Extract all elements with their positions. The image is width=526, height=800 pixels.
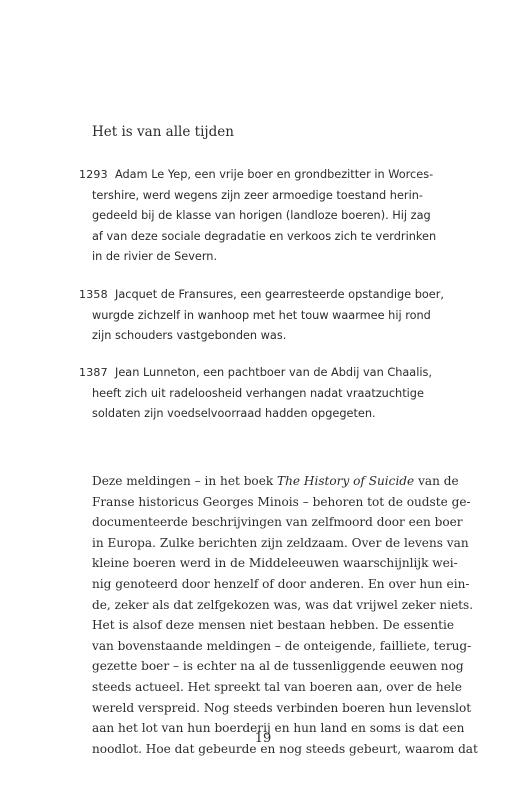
entry-text-line: Adam Le Yep, een vrije boer en grondbezitter in Worces- xyxy=(114,168,434,181)
entry-text-line: soldaten zijn voedselvoorraad hadden opgegeten. xyxy=(92,407,376,420)
entry-first-line xyxy=(79,285,444,306)
section-heading: Het is van alle tijden xyxy=(92,124,234,140)
body-line: van bovenstaande meldingen – de onteigende, failliete, terug- xyxy=(92,638,472,653)
entry-text-line: in de rivier de Severn. xyxy=(92,250,218,263)
chronicle-entry-1358 xyxy=(79,285,444,347)
body-line: aan het lot van hun boerderij en hun land en soms is dat een xyxy=(92,721,465,736)
entry-year: 1293 xyxy=(79,168,108,181)
body-line: gezette boer – is echter na al de tussenliggende eeuwen nog xyxy=(92,659,464,674)
body-text-run: Deze meldingen – in het boek xyxy=(92,474,278,488)
entry-text-line: af van deze sociale degradatie en verkoos zich te verdrinken xyxy=(92,229,437,243)
body-line: noodlot. Hoe dat gebeurde en nog steeds gebeurt, waarom dat xyxy=(92,741,478,756)
body-line: in Europa. Zulke berichten zijn zeldzaam. Over de levens van xyxy=(92,535,469,550)
body-text-run: van de xyxy=(414,474,459,488)
body-line: de, zeker als dat zelfgekozen was, was dat vrijwel zeker niets. xyxy=(92,597,474,612)
body-line: wereld verspreid. Nog steeds verbinden boeren hun levenslot xyxy=(92,700,472,715)
entry-text-line: zijn schouders vastgebonden was. xyxy=(92,329,287,342)
entry-year: 1358 xyxy=(79,288,108,301)
entry-text-line: heeft zich uit radeloosheid verhangen nadat vraatzuchtige xyxy=(92,386,424,400)
body-line xyxy=(92,471,459,492)
entry-text-line: wurgde zichzelf in wanhoop met het touw waarmee hij rond xyxy=(92,308,431,322)
body-line: Franse historicus Georges Minois – behoren tot de oudste ge- xyxy=(92,494,471,509)
page-number: 19 xyxy=(254,731,272,746)
entry-text-line: tershire, werd wegens zijn zeer armoedige toestand herin- xyxy=(92,188,423,202)
entry-first-line xyxy=(79,363,439,384)
book-title: The History of Suicide xyxy=(277,474,415,488)
entry-first-line xyxy=(79,165,439,186)
body-line: steeds actueel. Het spreekt tal van boeren aan, over de hele xyxy=(92,679,462,694)
chronicle-entry-1293 xyxy=(79,165,439,268)
entry-text-line: Jean Lunneton, een pachtboer van de Abdij van Chaalis, xyxy=(114,366,432,379)
chronicle-entry-1387 xyxy=(79,363,439,425)
body-line: kleine boeren werd in de Middeleeuwen waarschijnlijk wei- xyxy=(92,556,458,571)
body-line: nig genoteerd door henzelf of door anderen. En over hun ein- xyxy=(92,576,470,591)
entry-text-line: Jacquet de Fransures, een gearresteerde opstandige boer, xyxy=(114,288,444,301)
body-line: documenteerde beschrijvingen van zelfmoord door een boer xyxy=(92,515,463,530)
entry-year: 1387 xyxy=(79,366,108,379)
entry-text-line: gedeeld bij de klasse van horigen (landloze boeren). Hij zag xyxy=(92,209,431,222)
body-paragraph xyxy=(92,471,478,759)
body-line: Het is alsof deze mensen niet bestaan hebben. De essentie xyxy=(92,618,454,633)
